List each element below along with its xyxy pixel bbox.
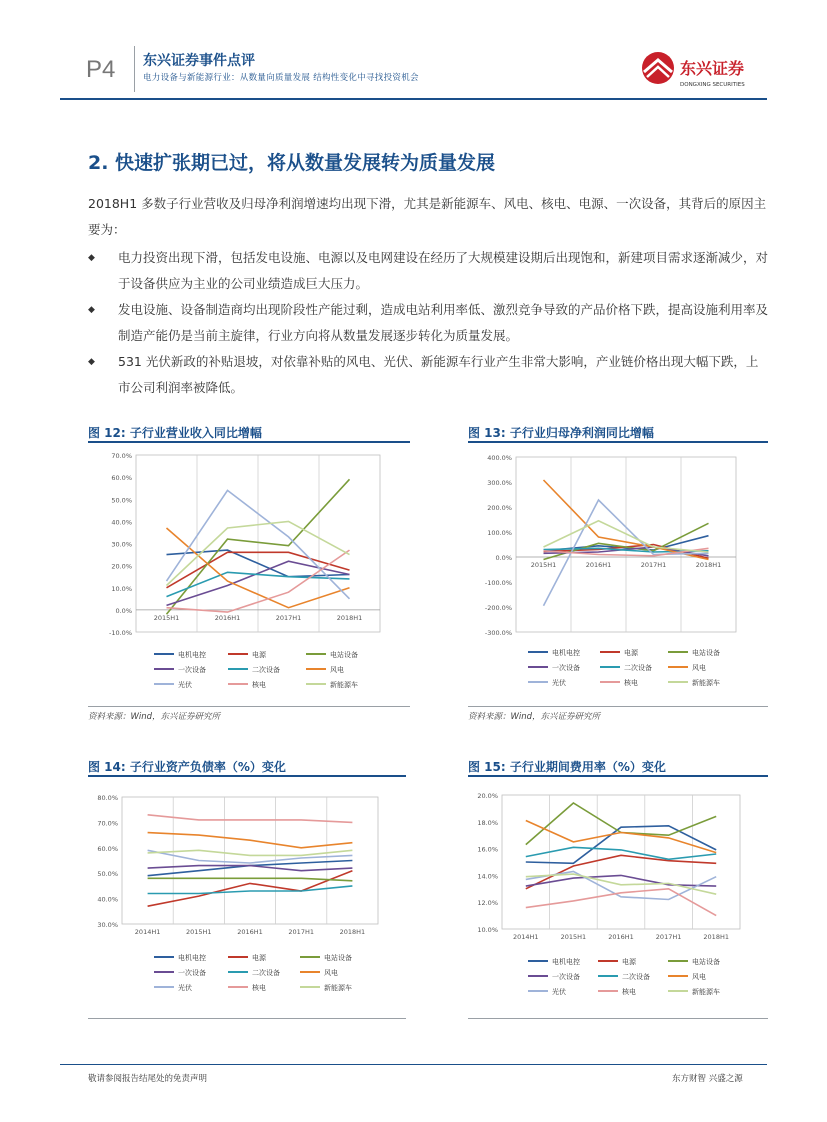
logo-en-text: DONGXING SECURITIES (680, 82, 745, 88)
legend-label: 风电 (692, 664, 706, 672)
figure-rule (468, 441, 768, 443)
x-tick-label: 2016H1 (237, 928, 263, 936)
x-tick-label: 2018H1 (703, 933, 729, 941)
y-tick-label: 18.0% (477, 818, 498, 827)
series-line (148, 866, 353, 871)
legend-label: 风电 (692, 973, 706, 981)
y-tick-label: 10.0% (477, 926, 498, 934)
bullet-item (88, 297, 768, 349)
series-line (526, 821, 716, 853)
legend-label: 新能源车 (692, 988, 720, 996)
logo-mark-icon (642, 52, 674, 84)
x-tick-label: 2015H1 (560, 933, 587, 941)
legend-label: 光伏 (178, 984, 192, 992)
y-tick-label: 70.0% (111, 452, 132, 460)
figure-rule (468, 775, 768, 777)
figure-rule (88, 706, 410, 707)
y-tick-label: 40.0% (97, 895, 118, 904)
footer-rule (60, 1064, 767, 1065)
legend-label: 电源 (252, 651, 266, 659)
y-tick-label: 20.0% (477, 792, 498, 800)
legend-label: 光伏 (552, 679, 566, 687)
x-tick-label: 2017H1 (275, 613, 302, 622)
x-tick-label: 2016H1 (608, 933, 634, 941)
series-line (148, 850, 353, 855)
legend-label: 核电 (624, 679, 638, 687)
x-tick-label: 2016H1 (585, 561, 612, 569)
legend-label: 新能源车 (324, 984, 352, 992)
bullet-diamond-icon: ◆ (88, 305, 95, 315)
x-tick-label: 2018H1 (336, 613, 363, 622)
legend-label: 二次设备 (252, 969, 280, 977)
legend-label: 电源 (624, 649, 638, 657)
legend-label: 光伏 (178, 681, 192, 689)
figure-rule (88, 1018, 406, 1019)
legend-label: 电站设备 (692, 958, 720, 966)
y-tick-label: 70.0% (97, 819, 118, 828)
y-tick-label: 200.0% (487, 504, 512, 512)
legend-label: 电站设备 (324, 954, 352, 962)
series-line (526, 847, 716, 859)
series-line (148, 850, 353, 863)
legend-label: 光伏 (552, 988, 566, 996)
chart-profit-growth (468, 445, 768, 705)
series-line (148, 886, 353, 894)
legend-label: 电机电控 (552, 649, 580, 657)
legend-label: 核电 (252, 984, 266, 992)
page-number: P4 (86, 56, 116, 83)
figure-rule (468, 1018, 768, 1019)
y-tick-label: 12.0% (477, 899, 498, 908)
bullet-item (88, 349, 768, 401)
legend-label: 一次设备 (552, 973, 580, 981)
x-tick-label: 2017H1 (288, 928, 314, 936)
legend-label: 电机电控 (178, 651, 206, 659)
x-tick-label: 2016H1 (214, 613, 241, 622)
legend-label: 一次设备 (552, 664, 580, 672)
section-title: 2. 快速扩张期已过，将从数量发展转为质量发展 (88, 152, 496, 174)
legend-label: 新能源车 (692, 679, 720, 687)
bullet-item (88, 245, 768, 297)
bullet-text: 531 光伏新政的补贴退坡，对依靠补贴的风电、光伏、新能源车行业产生非常大影响，产业链价格出现大幅下跌，上市公司利润率被降低。 (118, 354, 759, 395)
y-tick-label: -10.0% (109, 629, 132, 637)
y-tick-label: 80.0% (97, 794, 118, 802)
y-tick-label: 0.0% (115, 606, 132, 615)
y-tick-label: 50.0% (111, 496, 132, 505)
legend-label: 二次设备 (622, 973, 650, 981)
legend-label: 电站设备 (330, 651, 358, 659)
series-line (148, 878, 353, 881)
y-tick-label: 60.0% (111, 474, 132, 483)
legend-label: 风电 (324, 969, 338, 977)
legend-label: 电源 (622, 958, 636, 966)
y-tick-label: -200.0% (484, 604, 512, 612)
legend-label: 风电 (330, 666, 344, 674)
report-subtitle: 电力设备与新能源行业：从数量向质量发展 结构性变化中寻找投资机会 (143, 73, 419, 83)
intro-paragraph: 2018H1 多数子行业营收及归母净利润增速均出现下滑，尤其是新能源车、风电、核电、电源、一次设备，其背后的原因主要为： (88, 196, 767, 237)
y-tick-label: -100.0% (484, 579, 512, 587)
x-tick-label: 2017H1 (655, 933, 682, 941)
x-tick-label: 2014H1 (134, 928, 161, 936)
footer-disclaimer: 敬请参阅报告结尾处的免责声明 (88, 1074, 208, 1084)
y-tick-label: 400.0% (487, 454, 512, 462)
y-tick-label: 60.0% (97, 844, 118, 853)
legend-label: 电机电控 (178, 954, 206, 962)
report-title: 东兴证券事件点评 (143, 53, 255, 69)
figure-source: 资料来源：Wind，东兴证券研究所 (88, 712, 221, 722)
figure-title: 图 14: 子行业资产负债率（%）变化 (88, 760, 286, 774)
x-tick-label: 2015H1 (153, 613, 180, 622)
bullet-diamond-icon: ◆ (88, 253, 95, 263)
y-tick-label: 50.0% (97, 870, 118, 879)
y-tick-label: 300.0% (487, 479, 512, 487)
bullet-diamond-icon: ◆ (88, 357, 95, 367)
footer-slogan: 东方财智 兴盛之源 (672, 1074, 743, 1084)
header-divider (134, 46, 135, 92)
y-tick-label: 14.0% (477, 872, 498, 881)
x-tick-label: 2015H1 (530, 561, 557, 569)
y-tick-label: -300.0% (484, 629, 512, 637)
y-tick-label: 30.0% (97, 921, 118, 929)
bullet-text: 发电设施、设备制造商均出现阶段性产能过剩，造成电站利用率低、激烈竞争导致的产品价格下跌，提高设施利用率及制造产能仍是当前主旋律，行业方向将从数量发展逐步转化为质量发展。 (118, 302, 769, 343)
figure-title: 图 12: 子行业营业收入同比增幅 (88, 426, 262, 440)
legend-label: 一次设备 (178, 666, 206, 674)
legend-label: 核电 (622, 988, 636, 996)
figure-title: 图 13: 子行业归母净利润同比增幅 (468, 426, 654, 440)
y-tick-label: 10.0% (111, 584, 132, 593)
legend-label: 核电 (252, 681, 266, 689)
legend-label: 一次设备 (178, 969, 206, 977)
logo-text: 东兴证券 (680, 59, 745, 78)
figure-rule (88, 775, 406, 777)
legend-label: 电源 (252, 954, 266, 962)
chart-revenue-growth (88, 445, 410, 705)
legend-label: 新能源车 (330, 681, 358, 689)
x-tick-label: 2018H1 (339, 928, 366, 936)
y-tick-label: 100.0% (487, 529, 512, 537)
figure-rule (88, 441, 410, 443)
chart-debt-ratio (88, 779, 406, 1019)
x-tick-label: 2014H1 (513, 933, 539, 941)
legend-label: 二次设备 (624, 664, 652, 672)
chart-expense-ratio (468, 779, 768, 1019)
series-line (148, 833, 353, 848)
legend-label: 电机电控 (552, 958, 580, 966)
series-line (526, 889, 716, 916)
figure-rule (468, 706, 768, 707)
company-logo (638, 50, 773, 92)
y-tick-label: 16.0% (477, 845, 498, 854)
x-tick-label: 2015H1 (186, 928, 212, 936)
series-line (526, 803, 716, 845)
bullet-text: 电力投资出现下滑，包括发电设施、电源以及电网建设在经历了大规模建设期后出现饱和，新建项目需求逐渐减少，对于设备供应为主业的公司业绩造成巨大压力。 (118, 250, 769, 291)
x-tick-label: 2017H1 (640, 561, 667, 569)
figure-source: 资料来源：Wind，东兴证券研究所 (468, 712, 601, 722)
figure-title: 图 15: 子行业期间费用率（%）变化 (468, 760, 666, 774)
y-tick-label: 40.0% (111, 518, 132, 527)
y-tick-label: 0.0% (495, 554, 512, 562)
x-tick-label: 2018H1 (695, 561, 722, 569)
legend-label: 二次设备 (252, 666, 280, 674)
series-line (148, 815, 353, 823)
y-tick-label: 30.0% (111, 540, 132, 549)
legend-label: 电站设备 (692, 649, 720, 657)
header-rule (60, 98, 767, 100)
y-tick-label: 20.0% (111, 562, 132, 571)
series-line (526, 855, 716, 889)
